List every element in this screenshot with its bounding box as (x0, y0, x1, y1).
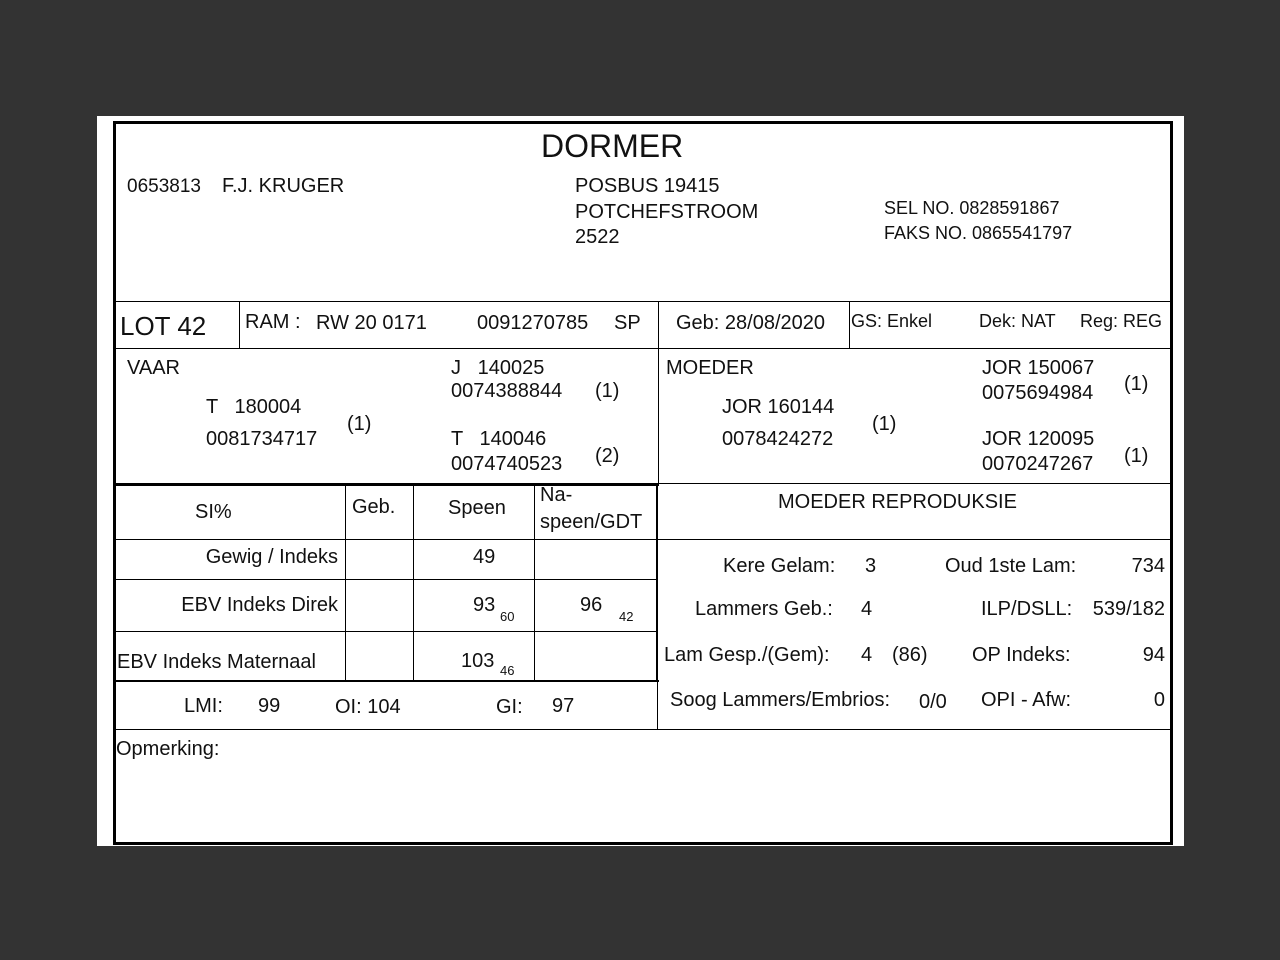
sire-dam-id: T 140046 (451, 428, 547, 450)
ilp-dsll-label: ILP/DSLL: (981, 598, 1073, 620)
op-index-value: 94 (1142, 644, 1165, 666)
sire-sire-id: J 140025 (451, 357, 545, 379)
divider (413, 485, 414, 681)
sire-mark: (1) (347, 413, 372, 435)
oi-value: OI: 104 (335, 696, 401, 718)
lambs-weaned-average: (86) (892, 644, 928, 666)
dam-mark: (1) (872, 413, 897, 435)
lambs-weaned-value: 4 (861, 644, 873, 666)
phone-number: SEL NO. 0828591867 (884, 198, 1060, 218)
dam-label: MOEDER (666, 357, 754, 379)
lambs-born-value: 4 (861, 598, 873, 620)
ebv-maternal-label: EBV Indeks Maternaal (117, 651, 316, 673)
first-lamb-age-value: 734 (1131, 555, 1165, 577)
op-index-label: OP Indeks: (972, 644, 1071, 666)
sire-id: T 180004 (206, 396, 302, 418)
suckled-lambs-label: Soog Lammers/Embrios: (670, 689, 891, 711)
speen-header: Speen (448, 497, 506, 519)
mating-type: Dek: NAT (979, 311, 1056, 331)
geb-header: Geb. (352, 496, 396, 518)
dam-dam-number: 0070247267 (982, 453, 1094, 475)
divider (116, 579, 657, 580)
dam-sire-number: 0075694984 (982, 382, 1094, 404)
lambs-weaned-label: Lam Gesp./(Gem): (664, 644, 830, 666)
sp-code: SP (614, 312, 641, 334)
divider (114, 680, 659, 682)
divider (239, 301, 240, 348)
birth-date: Geb: 28/08/2020 (676, 312, 826, 334)
divider (114, 484, 659, 486)
first-lamb-age-label: Oud 1ste Lam: (945, 555, 1077, 577)
breeder-name: F.J. KRUGER (222, 175, 345, 197)
dam-sire-id: JOR 150067 (982, 357, 1095, 379)
lmi-label: LMI: (184, 695, 223, 717)
opi-deviation-label: OPI - Afw: (981, 689, 1072, 711)
ram-registration-number: 0091270785 (477, 312, 589, 334)
sire-number: 0081734717 (206, 428, 318, 450)
divider (849, 301, 850, 348)
sire-label: VAAR (127, 357, 180, 379)
dam-dam-id: JOR 120095 (982, 428, 1095, 450)
dam-dam-mark: (1) (1124, 445, 1149, 467)
divider (345, 485, 346, 681)
ebv-direct-naspeen-accuracy: 42 (619, 609, 634, 624)
sire-sire-number: 0074388844 (451, 380, 563, 402)
times-lambed-label: Kere Gelam: (723, 555, 836, 577)
lmi-value: 99 (258, 695, 281, 717)
gi-label: GI: (496, 696, 523, 718)
ebv-direct-speen: 93 (473, 594, 496, 616)
lot-number: LOT 42 (120, 311, 207, 341)
naspeen-header-line1: Na- (540, 484, 573, 506)
registration-status: Reg: REG (1080, 311, 1163, 331)
ram-id: RW 20 0171 (316, 312, 427, 334)
dam-sire-mark: (1) (1124, 373, 1149, 395)
si-header: SI% (195, 501, 232, 523)
divider (657, 682, 658, 729)
breeder-number: 0653813 (127, 176, 201, 197)
address-line-1: POSBUS 19415 (575, 175, 720, 197)
lot-card-sheet (97, 116, 1184, 846)
divider (534, 485, 535, 681)
ilp-dsll-value: 539/182 (1092, 598, 1165, 620)
ebv-direct-label: EBV Indeks Direk (181, 594, 338, 616)
opi-deviation-value: 0 (1153, 689, 1165, 711)
ebv-maternal-speen: 103 (461, 650, 495, 672)
divider (656, 484, 658, 682)
ebv-maternal-speen-accuracy: 46 (500, 663, 515, 678)
dam-id: JOR 160144 (722, 396, 835, 418)
suckled-lambs-value: 0/0 (919, 691, 947, 713)
divider (116, 301, 1171, 302)
birth-status: GS: Enkel (851, 311, 933, 331)
weight-index-label: Gewig / Indeks (205, 546, 338, 568)
naspeen-header-line2: speen/GDT (540, 511, 643, 533)
lambs-born-label: Lammers Geb.: (695, 598, 833, 620)
ebv-direct-speen-accuracy: 60 (500, 609, 515, 624)
address-line-3: 2522 (575, 226, 620, 248)
times-lambed-value: 3 (865, 555, 877, 577)
sire-dam-mark: (2) (595, 445, 620, 467)
breed-title: DORMER (541, 128, 684, 164)
weight-index-speen: 49 (473, 546, 496, 568)
ram-label: RAM : (245, 311, 301, 333)
divider (116, 729, 1171, 730)
divider (116, 539, 1171, 540)
cropped-footer-text (157, 842, 1137, 846)
fax-number: FAKS NO. 0865541797 (884, 223, 1073, 243)
ebv-direct-naspeen: 96 (580, 594, 603, 616)
sire-sire-mark: (1) (595, 380, 620, 402)
sire-dam-number: 0074740523 (451, 453, 563, 475)
dam-number: 0078424272 (722, 428, 834, 450)
divider (116, 631, 657, 632)
divider (116, 348, 1171, 349)
divider (658, 301, 659, 484)
address-line-2: POTCHEFSTROOM (575, 201, 759, 223)
reproduction-title: MOEDER REPRODUKSIE (778, 491, 1017, 513)
gi-value: 97 (552, 695, 575, 717)
remarks-label: Opmerking: (116, 738, 220, 760)
